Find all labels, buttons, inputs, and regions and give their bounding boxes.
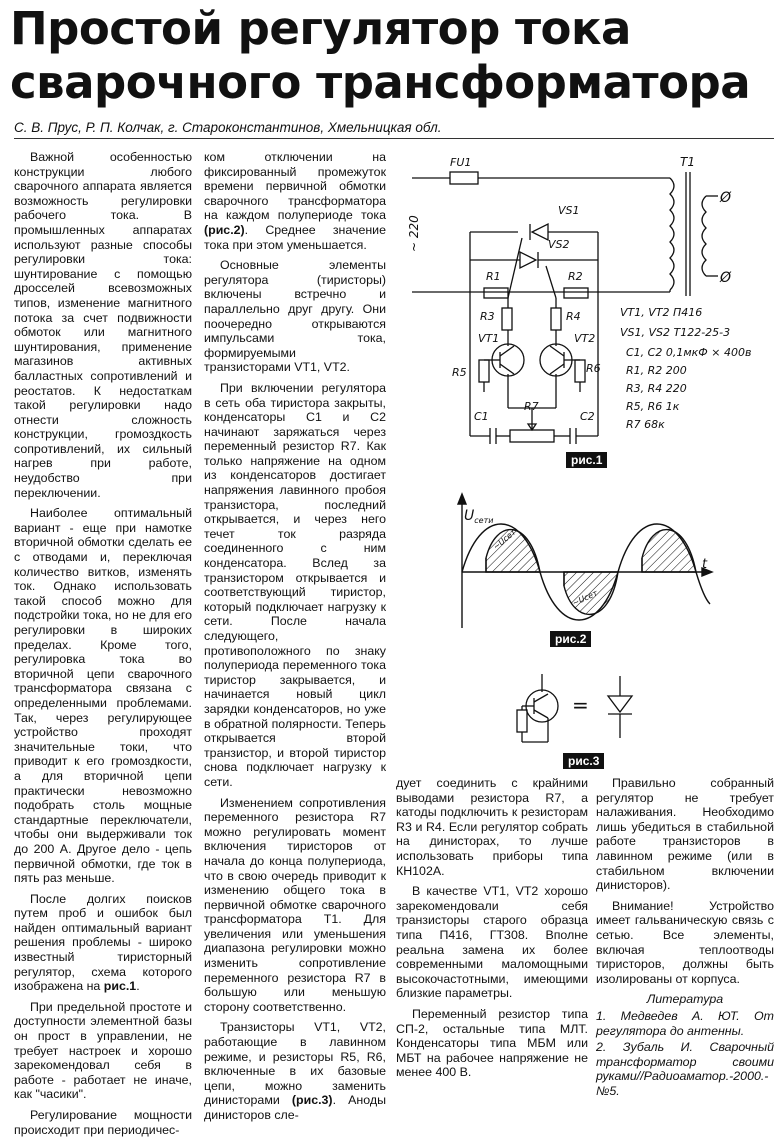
axis-u-label: $U_{сети}$ xyxy=(464,508,494,525)
paragraph: дует соединить с крайними выводами резистора R7, а катоды подключить к резисторам R3 и R4. Если регулятор собрать на динисторах, то лучше использовать приборы типа КН102А. xyxy=(396,776,588,878)
circuit-schematic xyxy=(398,148,778,478)
fuse-label: FU1 xyxy=(450,156,472,169)
r6-label: R6 xyxy=(586,362,601,375)
mains-label: ~ 220 xyxy=(407,215,421,252)
transformer-label: T1 xyxy=(680,155,695,169)
paragraph: Основные элементы регулятора (тиристоры) включены встречно и параллельно друг другу. Они поочередно открываются импульсами тока, формируемыми транзисторами VT1, VT2. xyxy=(204,258,386,375)
part-line: R3, R4 220 xyxy=(626,382,687,395)
paragraph: При предельной простоте и доступности элементной базы он прост в управлении, не требует настроек и хорошо зарекомендовал себя в работе - работает не иначе, как "часики". xyxy=(14,999,192,1102)
r5-label: R5 xyxy=(452,366,467,379)
r3-label: R3 xyxy=(480,310,495,323)
reference-item: 2. Зубаль И. Сварочный трансформатор своими руками//Радиоаматор.-2000.-№5. xyxy=(596,1040,774,1098)
paragraph: Транзисторы VT1, VT2, работающие в лавинном режиме, и резисторы R5, R6, включенные в их базовые цепи, можно заменить динисторами (рис.3). Аноды динисторов сле- xyxy=(204,1020,386,1122)
equals-sign: = xyxy=(572,693,589,717)
paragraph: Внимание! Устройство имеет гальваническую связь с сетью. Все элементы, включая теплоотводы тиристоров, должны быть изолированы от корпуса. xyxy=(596,898,774,986)
paragraph: Правильно собранный регулятор не требует налаживания. Необходимо лишь убедиться в стабильной работе транзисторов в лавинном режиме (или в стабильном включении динисторов). xyxy=(596,776,774,893)
part-line: R7 68к xyxy=(626,418,665,431)
byline: С. В. Прус, Р. П. Колчак, г. Староконстантинов, Хмельницкая обл. xyxy=(14,120,774,139)
references-heading: Литература xyxy=(646,992,724,1007)
title-line-2: сварочного трансформатора xyxy=(10,56,751,109)
part-line: C1, C2 0,1мкФ × 400в xyxy=(626,346,752,359)
output-terminal: Ø xyxy=(720,190,732,206)
wave-annotation: ~Uсет xyxy=(491,527,518,552)
paragraph: Регулирование мощности происходит при периодичес- xyxy=(14,1108,192,1137)
paragraph: Наиболее оптимальный вариант - еще при намотке вторичной обмотки сделать ее с отводами и, переключая количество витков, изменять ток. Однако использовать такой способ можно для подстройки тока, но не для его регулировки в широких пределах. Кроме того, регулировка тока во вторичной цепи сварочного трансформатора связана с определенными проблемами. Так, через регулирующее устройство проходят значительные токи, что приводит к его громоздкости, а для вторичной цепи практически невозможно подобрать столь мощные стандартные переключатели, чтобы они выдерживали ток до 200 А. Другое дело - цепь первичной обмотки, где ток в пять раз меньше. xyxy=(14,506,192,886)
r2-label: R2 xyxy=(568,270,583,283)
paragraph: Переменный резистор типа СП-2, остальные типа МЛТ. Конденсаторы типа МБМ или МБТ на рабочее напряжение не менее 400 В. xyxy=(396,1006,588,1080)
reference-item: 1. Медведев А. ЮТ. От регулятора до антенны. xyxy=(596,1008,774,1038)
paragraph: В качестве VT1, VT2 хорошо зарекомендовали себя транзисторы старого образца типа П416, ГТ308. Вполне реальна замена их более современными маломощными высокочастотными, имеющими близкие параметры. xyxy=(396,884,588,1001)
figure-3-caption: рис.3 xyxy=(563,753,604,769)
parts-list xyxy=(620,306,751,431)
title-line-1: Простой регулятор тока xyxy=(10,2,631,55)
r7-label: R7 xyxy=(524,400,539,413)
part-line: R1, R2 200 xyxy=(626,364,687,377)
part-line: R5, R6 1к xyxy=(626,400,680,413)
output-terminal: Ø xyxy=(720,270,732,286)
part-line: VS1, VS2 Т122-25-3 xyxy=(620,326,731,339)
wave-annotation: ~Uсет xyxy=(571,588,599,608)
paragraph: ком отключении на фиксированный промежуток времени первичной обмотки сварочного трансформатора на каждом полупериоде тока (рис.2). Среднее значение тока при этом уменьшается. xyxy=(204,150,386,252)
vs1-label: VS1 xyxy=(558,204,580,217)
vt1-label: VT1 xyxy=(478,332,500,345)
r4-label: R4 xyxy=(566,310,581,323)
figure-ref: (рис.3) xyxy=(291,1093,333,1108)
paragraph: Изменением сопротивления переменного резистора R7 можно регулировать момент включения тиристоров от начала до конца полупериода, что в свою очередь приводит к изменению общего тока в первичной обмотке сварочного трансформатора Т1. Для увеличения или уменьшения диапазона регулировки можно изменить сопротивление переменного резистора R7 в большую или меньшую сторону соответственно. xyxy=(204,795,386,1014)
column-4 xyxy=(596,776,774,1104)
figure-1-caption: рис.1 xyxy=(566,452,607,468)
column-2 xyxy=(204,150,386,1129)
vt2-label: VT2 xyxy=(574,332,596,345)
c1-label: C1 xyxy=(474,410,489,423)
column-1 xyxy=(14,150,192,1143)
figure-ref: рис.1 xyxy=(103,979,137,994)
dinistor-symbol xyxy=(608,696,632,712)
paragraph: После долгих поисков путем проб и ошибок был найден оптимальный вариант решения проблемы - широко известный тиристорный регулятор, схема которого изображена на рис.1. xyxy=(14,891,192,994)
axis-t-label: t xyxy=(702,557,708,572)
figure-2-caption: рис.2 xyxy=(550,631,591,647)
column-3 xyxy=(396,776,588,1086)
vs2-label: VS2 xyxy=(548,238,570,251)
waveform-diagram xyxy=(440,488,760,658)
paragraph: При включении регулятора в сеть оба тиристора закрыты, конденсаторы С1 и С2 начинают заряжаться через переменный резистор R7. Как только напряжение на одном из конденсаторов достигает напряжения лавинного пробоя транзистора, последний открывается, и через него течет ток разряда соединенного с ним конденсатора. Вслед за транзистором открывается и соответствующий тиристор, который подключает нагрузку к сети. После начала следующего, противоположного по знаку полупериода переменного тока тиристор закрывается, и начинается новый цикл зарядки конденсаторов, но уже в обратной полярности. Теперь открывается второй транзистор, и второй тиристор снова подключает нагрузку к сети. xyxy=(204,380,386,789)
c2-label: C2 xyxy=(580,410,595,423)
r1-label: R1 xyxy=(486,270,501,283)
article-title xyxy=(10,2,780,110)
paragraph: Важной особенностью конструкции любого сварочного аппарата является возможность регулировки рабочего тока. В промышленных аппаратах используют разные способы регулировки тока: шунтирование с помощью дросселей всевозможных типов, изменение магнитного потока за счет подвижности обмоток или магнитного шунтирования, применение магазинов активных балластных сопротивлений и реостатов. К недостаткам такой регулировки надо отнести сложность конструкции, громоздкость сопротивлений, их сильный нагрев при работе, неудобство при переключении. xyxy=(14,150,192,500)
part-line: VT1, VT2 П416 xyxy=(620,306,703,319)
figure-ref: (рис.2) xyxy=(204,222,245,237)
